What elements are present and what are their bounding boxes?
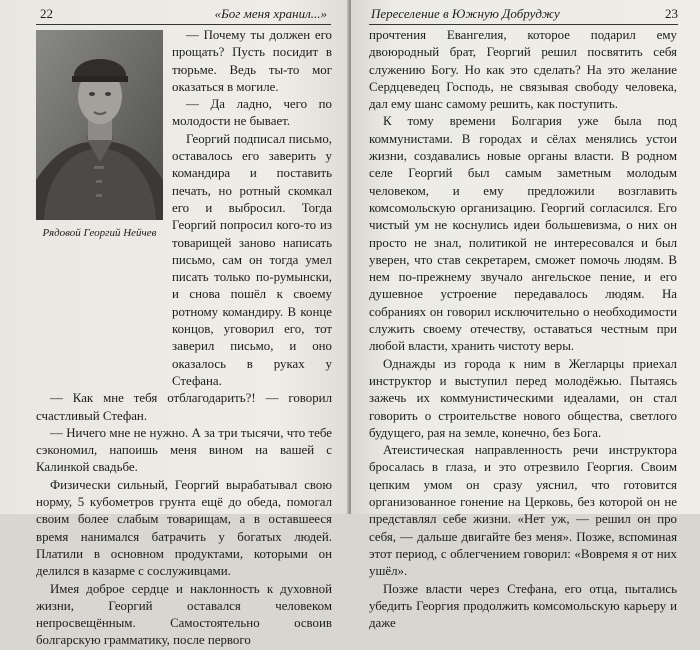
left-paragraph: Георгий подписал письмо, оставалось его заверить у командира и поставить печать, но ротный скомкал его и выбросил. Тогда Георгий попросил кого-то из товарищей заново написать письмо, сам он тогда умел писать только по-румынски, и снова пошёл к своему ротному командиру. В конце концов, уговорил его, тот заверил письмо, и оно оказалось в руках у Стефана. — [172, 131, 332, 388]
left-header-rule — [36, 24, 331, 25]
right-paragraph: Позже власти через Стефана, его отца, пытались убедить Георгия продолжить комсомольскую карьеру и даже — [369, 581, 677, 631]
right-page-number: 23 — [665, 6, 678, 21]
photo-caption: Рядовой Георгий Нейчев — [42, 227, 157, 239]
right-paragraph: прочтения Евангелия, которое подарил ему двоюродный брат, Георгий решил посвятить себя служению Богу. Но как это сделать? На это желание Сердцеведец Господь, не связывая свободу человека, дал ему шанс самому решить, как поступить. — [369, 28, 677, 112]
left-paragraph: — Ничего мне не нужно. А за три тысячи, что тебе сэкономил, напоишь меня вином на вашей с Калинкой свадьбе. — [36, 425, 332, 475]
left-paragraph: — Как мне тебя отблагодарить?! — говорил счастливый Стефан. — [36, 391, 332, 423]
left-running-title: «Бог меня хранил...» — [214, 6, 327, 21]
left-page — [0, 0, 349, 648]
left-page-number: 22 — [40, 6, 53, 21]
left-paragraph: — Да ладно, чего по молодости не бывает. — [172, 97, 332, 129]
left-paragraph: Физически сильный, Георгий вырабатывал свою норму, 5 кубометров грунта ещё до обеда, помогал своим более слабым товарищам, а в оставшееся время нанимался батрачить у богатых людей. Платили в основном продуктами, которыми он делился в казарме с сослуживцами. — [36, 477, 332, 579]
right-running-title: Переселение в Южную Добруджу — [371, 6, 560, 21]
right-paragraph: Атеистическая направленность речи инструктора бросалась в глаза, и это отрезвило Георгия. Своим цепким умом он сразу уяснил, что готовится организованное гонение на Церковь, без которой он не представлял себе жизни. «Нет уж, — решил он про себя, — дальше двигайте без меня». Позже, вспоминая этот период, с облегчением говорил: «Вовремя я от них ушёл». — [369, 443, 677, 579]
left-paragraph-wrapped — [36, 131, 332, 390]
right-header-rule — [369, 24, 678, 25]
left-body-text — [36, 27, 332, 650]
right-paragraph: Однажды из города к ним в Жегларцы приехал инструктор и выступил перед молодёжью. Пытаясь зажечь их коммунистическими идеалами, он стал говорить о строительстве нового общества, светлого будущего, рая на земле, конечно, без Бога. — [369, 356, 677, 440]
right-paragraph: К тому времени Болгария уже была под коммунистами. В городах и сёлах менялись устои жизни, создавались новые органы власти. В родном селе Георгий был самым заметным молодым человеком, и ему предложили возглавить комсомольскую организацию. Георгий согласился. Его чистый ум не коснулись идеи большевизма, о них он просто не знал, политикой не интересовался и был уверен, что став секретарем, сможет помочь людям. В нем по-прежнему звучало ангельское пение, и его душевное устроение передавалось людям. На собраниях он говорил исключительно о необходимости служить своему отечеству, оставаться честным при любой власти, хранить чистоту веры. — [369, 114, 677, 354]
right-body-text — [369, 27, 677, 632]
left-paragraph: — Почему ты должен его прощать? Пусть посидит в тюрьме. Ведь ты-то мог оказаться в могиле. — [172, 28, 332, 94]
left-paragraph: Имея доброе сердце и наклонность к духовной жизни, Георгий оставался человеком непросвещённым. Самостоятельно освоив болгарскую грамматику, после первого — [36, 581, 332, 648]
right-page — [351, 0, 700, 631]
